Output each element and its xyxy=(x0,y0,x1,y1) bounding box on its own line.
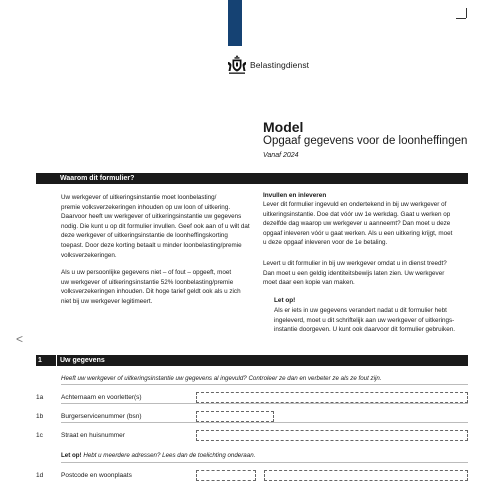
note-bold: Let op! xyxy=(61,452,82,459)
text-line: deze werkgever of uitkeringsinstantie de loonheffingskorting xyxy=(61,232,228,240)
text-line: toepast. Door deze korting betaalt u minder loonbelasting/premie xyxy=(61,241,242,249)
note-paragraph xyxy=(274,306,455,335)
text-line: uitkeringsinstantie. Doe dat vóór uw 1e werkdag. Gaat u werken op xyxy=(263,210,451,218)
crop-mark xyxy=(456,8,472,24)
field-number: 1a xyxy=(36,394,44,401)
address-note xyxy=(61,452,255,459)
text-line: volksverzekeringen. xyxy=(61,251,117,259)
text-line: volksverzekeringen inhouden. Dit hoge tarief geldt ook als u zich xyxy=(61,288,241,296)
text-line: Daarvoor heeft uw werkgever of uitkeringsinstantie uw gegevens xyxy=(61,213,242,221)
field-label: Straat en huisnummer xyxy=(61,432,125,439)
divider xyxy=(61,403,468,404)
field-row-1c xyxy=(36,430,468,442)
submit-heading: Invullen en inleveren xyxy=(263,192,327,199)
submit-paragraph-2 xyxy=(263,259,447,288)
name-input[interactable] xyxy=(196,392,468,403)
divider xyxy=(61,462,468,463)
text-line: Als er iets in uw gegevens verandert nadat u dit formulier hebt xyxy=(274,307,447,314)
royal-crest-icon xyxy=(226,54,248,76)
text-line: uw werkgever of uitkeringsinstantie 52% loonbelasting/premie xyxy=(61,278,234,286)
text-line: moet daar een kopie van maken. xyxy=(263,279,355,287)
text-line: u deze opgaaf inleveren voor de 1e betaling. xyxy=(263,239,388,247)
text-line: premie volksverzekeringen inhouden op uw loon of uitkering. xyxy=(61,203,231,211)
section-number: 1 xyxy=(38,356,42,364)
form-title: Model xyxy=(263,119,304,135)
note-heading: Let op! xyxy=(274,297,296,304)
logo-bar xyxy=(228,0,242,46)
bsn-input[interactable] xyxy=(196,411,274,422)
text-line: Als u uw persoonlijke gegevens niet – of fout – opgeeft, moet xyxy=(61,269,232,276)
divider xyxy=(61,422,468,423)
org-name: Belastingdienst xyxy=(250,60,310,70)
text-line: Levert u dit formulier in bij uw werkgever omdat u in dienst treedt? xyxy=(263,260,447,267)
divider xyxy=(61,384,468,385)
form-subtitle: Opgaaf gegevens voor de loonheffingen xyxy=(263,135,468,147)
text-line: Uw werkgever of uitkeringsinstantie moet loonbelasting/ xyxy=(61,194,217,201)
postcode-input[interactable] xyxy=(196,470,256,481)
section-why-title: Waarom dit formulier? xyxy=(60,174,135,182)
form-version: Vanaf 2024 xyxy=(263,152,299,159)
text-line: dezelfde dag waarop uw werkgever u aanneemt? Dan moet u deze xyxy=(263,220,451,228)
note-text: Hebt u meerdere adressen? Lees dan de toelichting onderaan. xyxy=(83,452,256,459)
field-number: 1c xyxy=(36,432,43,439)
text-line: niet bij uw werkgever legitimeert. xyxy=(61,297,153,305)
field-label: Postcode en woonplaats xyxy=(61,472,132,479)
field-number: 1d xyxy=(36,472,44,479)
margin-mark: < xyxy=(16,332,24,346)
field-row-1d xyxy=(36,470,468,482)
field-label: Achternaam en voorletter(s) xyxy=(61,394,142,401)
text-line: nodig. Die kunt u op dit formulier invullen. Geef ook aan of u wilt dat xyxy=(61,222,250,230)
submit-paragraph-1 xyxy=(263,200,452,248)
text-line: Lever dit formulier ingevuld en ondertekend in bij uw werkgever of xyxy=(263,201,447,208)
field-number: 1b xyxy=(36,413,44,420)
divider xyxy=(56,355,57,366)
text-line: ingeleverd, moet u dit schriftelijk aan uw werkgever of uitkerings- xyxy=(274,316,455,324)
text-line: instantie doorgeven. U kunt ook daarvoor dit formulier gebruiken. xyxy=(274,326,455,334)
city-input[interactable] xyxy=(264,470,468,481)
section-title: Uw gegevens xyxy=(60,356,105,364)
text-line: opgaaf inleveren vóór u gaat werken. Als u een uitkering krijgt, moet xyxy=(263,229,453,237)
intro-paragraph-2 xyxy=(61,268,241,306)
section-bar-why xyxy=(36,173,468,184)
field-label: Burgerservicenummer (bsn) xyxy=(61,413,142,420)
intro-paragraph-1 xyxy=(61,193,250,260)
section-bar-1 xyxy=(36,355,468,366)
text-line: Dan moet u een geldig identiteitsbewijs laten zien. Uw werkgever xyxy=(263,269,445,277)
section-instruction: Heeft uw werkgever of uitkeringsinstantie uw gegevens al ingevuld? Controleer ze dan en verbeter ze als ze fout zijn. xyxy=(61,375,382,382)
street-input[interactable] xyxy=(196,430,468,441)
